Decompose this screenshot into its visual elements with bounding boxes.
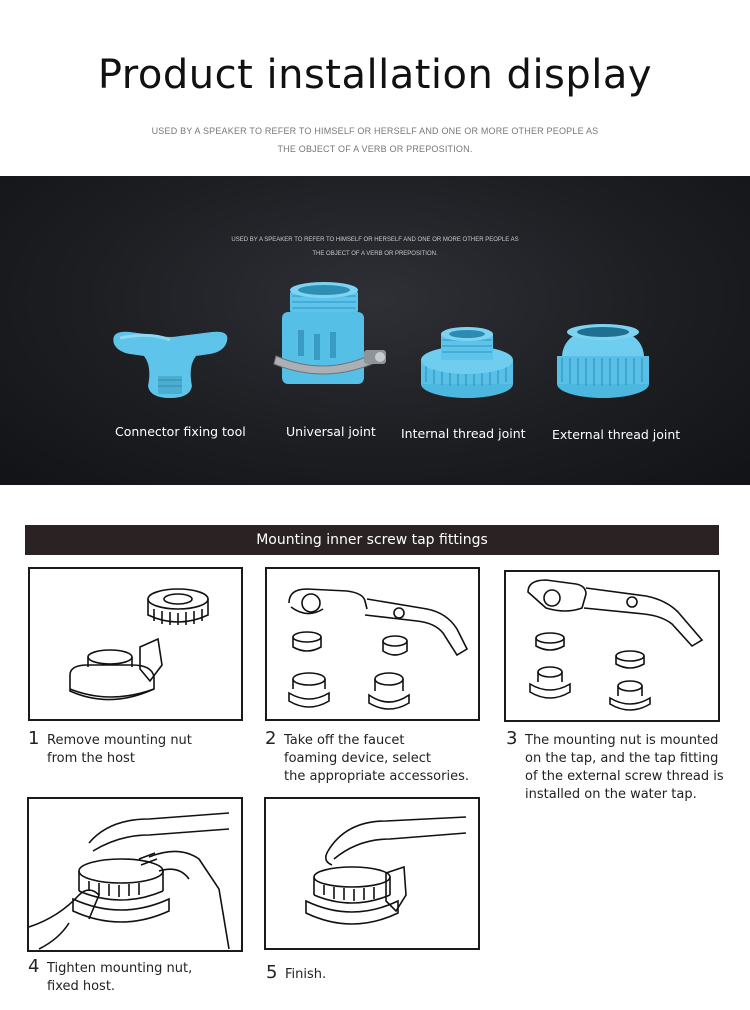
step-3-number: 3 xyxy=(506,728,518,749)
internal-thread-joint-image xyxy=(412,316,522,406)
page-subtitle-line-2: THE OBJECT OF A VERB OR PREPOSITION. xyxy=(277,144,473,154)
step-5-caption xyxy=(266,962,481,988)
step-4-number: 4 xyxy=(28,956,40,977)
product-label-connector-fixing-tool: Connector fixing tool xyxy=(115,424,246,439)
step-1-text-line-1: Remove mounting nut xyxy=(47,733,192,748)
step-3-text-line-1: The mounting nut is mounted xyxy=(525,733,719,748)
step-2-text-line-2: foaming device, select xyxy=(284,751,431,766)
step-3-text-line-3: of the external screw thread is xyxy=(525,769,724,784)
step-3-drawing xyxy=(506,572,718,720)
step-2-number: 2 xyxy=(265,728,277,749)
step-2-drawing xyxy=(267,569,478,719)
external-thread-joint-image xyxy=(548,314,658,406)
step-3-caption xyxy=(506,728,746,808)
step-4-drawing xyxy=(29,799,241,950)
showcase-subtitle-line-1: USED BY A SPEAKER TO REFER TO HIMSELF OR HERSELF AND ONE OR MORE OTHER PEOPLE AS xyxy=(231,237,519,243)
step-4-illustration xyxy=(27,797,243,952)
step-2-caption xyxy=(265,728,485,790)
product-label-universal-joint: Universal joint xyxy=(286,424,376,439)
product-label-internal-thread-joint: Internal thread joint xyxy=(401,426,526,441)
step-4-text-line-2: fixed host. xyxy=(47,979,116,994)
step-1-text-line-2: from the host xyxy=(47,751,135,766)
step-4-text-line-1: Tighten mounting nut, xyxy=(47,961,193,976)
showcase-subtitle-line-2: THE OBJECT OF A VERB OR PREPOSITION. xyxy=(312,251,438,257)
step-1-drawing xyxy=(30,569,241,719)
step-1-caption xyxy=(28,728,243,772)
step-2-text-line-1: Take off the faucet xyxy=(284,733,405,748)
page-subtitle-line-1: USED BY A SPEAKER TO REFER TO HIMSELF OR HERSELF AND ONE OR MORE OTHER PEOPLE AS xyxy=(151,126,599,136)
step-4-caption xyxy=(28,956,243,1000)
connector-fixing-tool-image xyxy=(100,326,240,406)
universal-joint-image xyxy=(268,264,398,404)
product-label-external-thread-joint: External thread joint xyxy=(552,427,681,442)
step-1-illustration xyxy=(28,567,243,721)
step-2-illustration xyxy=(265,567,480,721)
step-5-drawing xyxy=(266,799,478,948)
page-title: Product installation display xyxy=(97,52,653,98)
step-1-number: 1 xyxy=(28,728,40,749)
step-3-text-line-2: on the tap, and the tap fitting xyxy=(525,751,719,766)
step-3-text-line-4: installed on the water tap. xyxy=(525,787,697,802)
step-5-illustration xyxy=(264,797,480,950)
product-showcase-band xyxy=(0,176,750,485)
step-2-text-line-3: the appropriate accessories. xyxy=(284,769,469,784)
step-3-illustration xyxy=(504,570,720,722)
section-title: Mounting inner screw tap fittings xyxy=(256,532,488,548)
step-5-number: 5 xyxy=(266,962,278,983)
section-header-bar xyxy=(25,525,719,555)
step-5-text-line-1: Finish. xyxy=(285,967,327,982)
